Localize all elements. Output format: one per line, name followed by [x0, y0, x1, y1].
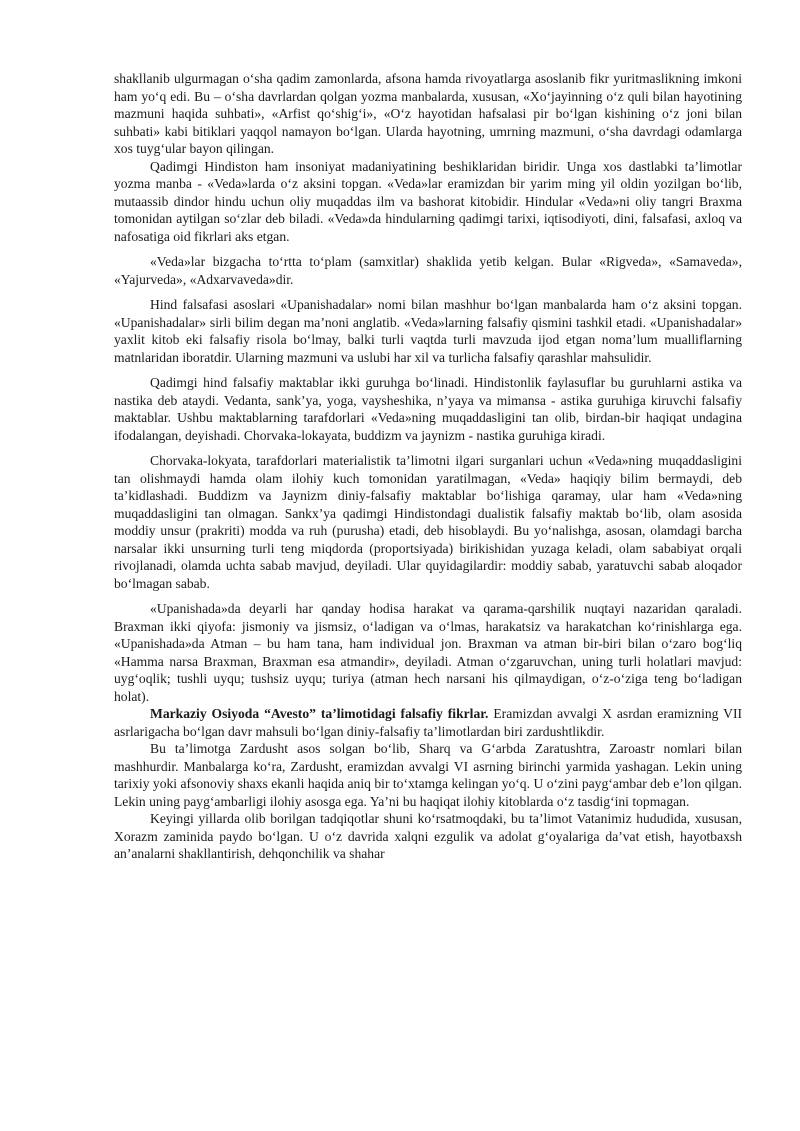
section-heading: Markaziy Osiyoda “Avesto” ta’limotidagi falsafiy fikrlar. [150, 706, 489, 721]
paragraph-2: Qadimgi Hindiston ham insoniyat madaniyatining beshiklaridan biridir. Unga xos dastlabki ta’limotlar yozma manba - «Veda»larda o‘z aksini topgan. «Veda»lar eramizdan bir yarim ming yil oldin yozilgan bo‘lib, mutaassib dindor hindu uchun oliy muqaddas ilm va bashorat kitobidir. Hindular «Veda»ni oliy tangri Braxma tomonidan aytilgan so‘zlar deb biladi. «Veda»da hindularning qadimgi tarixi, iqtisodiyoti, dini, falsafasi, axloq va nafosatiga oid fikrlari aks etgan. [114, 158, 742, 244]
paragraph-8 [114, 705, 742, 740]
paragraph-6: Chorvaka-lokyata, tarafdorlari materialistik ta’limotni ilgari surganlari uchun «Veda»ning muqaddasligini tan olishmaydi hamda olam ilohiy kuch tomonidan yaratilmagan, «Veda» haqiqiy bilim bermaydi, deb ta’kidlashadi. Buddizm va Jaynizm diniy-falsafiy maktablar bo‘lishiga qaramay, ular ham «Veda»ning muqaddasligini tan olmagan. Sankx’ya qadimgi Hindistondagi dualistik falsafiy maktab bo‘lib, olam asosida moddiy unsur (prakriti) modda va ruh (purusha) etadi, deb hisoblaydi. Bu yo‘nalishga, asosan, olamdagi barcha narsalar ikki unsurning turli teng miqdorda (proportsiyada) birikishidan yuzaga keladi, olam sababiyat orqali rivojlanadi, olamda uchta sabab mavjud, deyiladi. Ular quyidagilardir: moddiy sabab, yaratuvchi sabab aloqador bo‘lmagan sabab. [114, 453, 742, 591]
paragraph-4: Hind falsafasi asoslari «Upanishadalar» nomi bilan mashhur bo‘lgan manbalarda ham o‘z aksini topgan. «Upanishadalar» sirli bilim degan ma’noni anglatib. «Veda»larning falsafiy qismini tashkil etadi. «Upanishadalar» yaxlit kitob eki falsafiy risola bo‘lmay, balki turli vaqtda turli mavzuda ijod etgan noma’lum mualliflarning matnlaridan iboratdir. Ularning mazmuni va uslubi har xil va turlicha falsafiy qarashlar mahsulidir. [114, 297, 742, 365]
paragraph-1: shakllanib ulgurmagan o‘sha qadim zamonlarda, afsona hamda rivoyatlarga asoslanib fikr yuritmaslikning imkoni ham yo‘q edi. Bu – o‘sha davrlardan qolgan yozma manbalarda, xususan, «Xo‘jayinning o‘z quli bilan hayotining mazmuni haqida suhbati», «Arfist qo‘shig‘i», «O‘z hayotidan hafsalasi pir bo‘lgan kishining o‘z joni bilan suhbati» kabi bitiklari yaqqol namayon bo‘lgan. Ularda hayotning, umrning mazmuni, o‘sha davrdagi odamlarga xos tuyg‘ular bayon qilingan. [114, 71, 742, 156]
paragraph-8-text: Eramizdan avvalgi X asrdan eramizning VII asrlarigacha bo‘lgan davr mahsuli bo‘lgan diniy-falsafiy ta’limotlardan biri zardushtlikdir. [114, 706, 742, 739]
paragraph-7: «Upanishada»da deyarli har qanday hodisa harakat va qarama-qarshilik nuqtayi nazaridan qaraladi. Braxman ikki qiyofa: jismoniy va jismsiz, o‘ladigan va o‘lmas, harakatsiz va harakatchan ko‘rinishlarga ega. «Upanishada»da Atman – bu ham tana, ham individual jon. Braxman va atman bir-biri bilan o‘zaro bog‘liq «Hamma narsa Braxman, Braxman esa atmandir», deyiladi. Atman o‘zgaruvchan, uning turli holatlari mavjud: uyg‘oqlik; tushli uyqu; tushsiz uyqu; turiya (atman hech narsani his qilmaydigan, o‘z-o‘ziga teng bo‘ladigan holat). [114, 601, 742, 704]
paragraph-9: Bu ta’limotga Zardusht asos solgan bo‘lib, Sharq va G‘arbda Zaratushtra, Zaroastr nomlari bilan mashhurdir. Manbalarga ko‘ra, Zardusht, eramizdan avvalgi VI asrning birinchi yarmida yashagan. Lekin uning tarixiy yoki afsonoviy shaxs ekanli haqida aniq bir to‘xtamga kelingan yo‘q. U o‘zini payg‘ambar deb e’lon qilgan. Lekin uning payg‘ambarligi ilohiy asosga ega. Ya’ni bu haqiqat ilohiy kitoblarda o‘z tasdig‘ini topmagan. [114, 741, 742, 809]
document-page [114, 70, 742, 863]
paragraph-5: Qadimgi hind falsafiy maktablar ikki guruhga bo‘linadi. Hindistonlik faylasuflar bu guruhlarni astika va nastika deb ataydi. Vedanta, sank’ya, yoga, vaysheshika, n’yaya va mimansa - astika guruhiga kiruvchi falsafiy maktablar. Ushbu maktablarning tarafdorlari «Veda»ning muqaddasligini tan olib, birdan-bir haqiqat undagina ifodalangan, deyishadi. Chorvaka-lokayata, buddizm va jaynizm - nastika guruhiga kiradi. [114, 375, 742, 443]
paragraph-10: Keyingi yillarda olib borilgan tadqiqotlar shuni ko‘rsatmoqdaki, bu ta’limot Vatanimiz hududida, xususan, Xorazm zaminida paydo bo‘lgan. U o‘z davrida xalqni ezgulik va adolat g‘oyalariga da’vat etish, hayotbaxsh an’analarni shakllantirish, dehqonchilik va shahar [114, 811, 742, 861]
paragraph-3: «Veda»lar bizgacha to‘rtta to‘plam (samxitlar) shaklida yetib kelgan. Bular «Rigveda», «Samaveda», «Yajurveda», «Adxarvaveda»dir. [114, 254, 742, 287]
